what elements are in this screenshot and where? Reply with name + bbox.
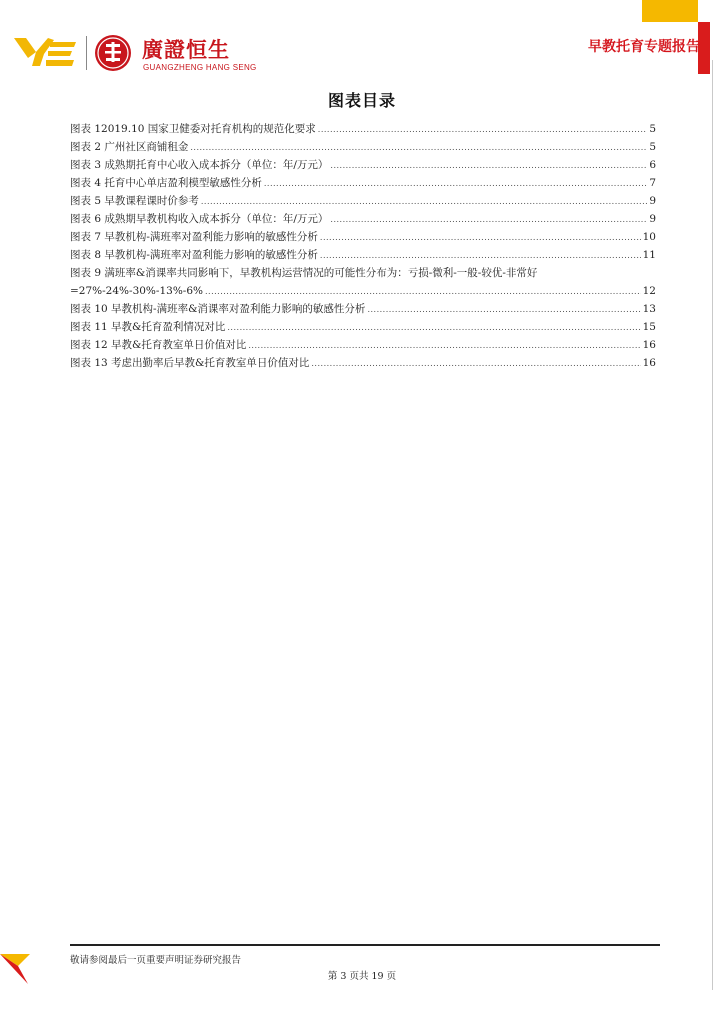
toc-item[interactable] [70,282,656,300]
toc-leader-dots [227,318,640,337]
toc-leader-dots [320,228,641,247]
toc-item[interactable] [70,156,656,174]
corner-arrow-icon [0,948,34,988]
toc-item[interactable] [70,192,656,210]
toc-item[interactable] [70,246,656,264]
toc-item-text: 图表 12 早教&托育教室单日价值对比 [70,339,247,351]
toc-item-text: 图表 7 早教机构-满班率对盈利能力影响的敏感性分析 [70,231,318,243]
toc-item-text: 图表 5 早教课程课时价参考 [70,195,199,207]
corner-yellow-block [642,0,698,22]
toc-item-text: 图表 12019.10 国家卫健委对托育机构的规范化要求 [70,123,316,135]
toc-item-text: 图表 13 考虑出勤率后早教&托育教室单日价值对比 [70,357,310,369]
toc-item[interactable] [70,228,656,246]
toc-item-text: 图表 2 广州社区商铺租金 [70,141,189,153]
ye-logo-icon [14,36,76,72]
logo-divider [86,36,87,70]
toc-leader-dots [248,336,640,355]
toc-leader-dots [264,174,647,193]
toc-leader-dots [201,192,647,211]
toc-item-page: 15 [642,321,656,333]
toc-leader-dots [318,120,648,139]
toc-item-page: 16 [642,357,656,369]
toc-item-page: 9 [649,195,656,207]
toc-item-text: 图表 6 成熟期早教机构收入成本拆分（单位：年/万元） [70,213,329,225]
report-type-label: 早教托育专题报告 [588,39,700,55]
toc-leader-dots [367,300,640,319]
toc-item[interactable] [70,318,656,336]
footer-page-number: 第 3 页共 19 页 [327,971,397,982]
toc-item-text: 图表 8 早教机构-满班率对盈利能力影响的敏感性分析 [70,249,318,261]
toc-item-page: 5 [649,141,656,153]
toc-item-page: 10 [642,231,656,243]
toc-item-page: 6 [649,159,656,171]
toc-item-page: 12 [642,285,656,297]
seal-logo-icon [94,34,132,72]
toc-item-page: 13 [642,303,656,315]
right-margin-rule [712,60,713,990]
toc-leader-dots [320,246,641,265]
toc-item-first-line[interactable] [70,264,656,282]
toc-item-page: 9 [649,213,656,225]
toc-item[interactable] [70,138,656,156]
toc-item[interactable] [70,174,656,192]
logo-english-name: GUANGZHENG HANG SENG [143,63,257,72]
toc-item-page: 5 [649,123,656,135]
toc-item-text: 图表 11 早教&托育盈利情况对比 [70,321,226,333]
toc-leader-dots [205,282,641,301]
toc-item-page: 11 [642,249,656,261]
footer-disclaimer: 敬请参阅最后一页重要声明证券研究报告 [70,955,242,966]
footer-rule [70,944,660,946]
toc-leader-dots [330,156,647,175]
toc-item[interactable] [70,336,656,354]
toc-item-page: 16 [642,339,656,351]
toc-item[interactable] [70,300,656,318]
toc-item-page: 7 [649,177,656,189]
toc-list [70,120,656,372]
toc-item[interactable] [70,120,656,138]
toc-leader-dots [311,354,640,373]
toc-item[interactable] [70,210,656,228]
company-logo [14,30,257,80]
toc-leader-dots [190,138,647,157]
toc-item-continuation: =27%-24%-30%-13%-6% [70,285,203,297]
toc-item-text: 图表 9 满班率&消课率共同影响下，早教机构运营情况的可能性分布为：亏损-微利-一般-较优-非常好 [70,267,538,279]
toc-item-text: 图表 10 早教机构-满班率&消课率对盈利能力影响的敏感性分析 [70,303,366,315]
logo-chinese-name: 廣證恒生 [142,38,230,62]
toc-item-text: 图表 4 托育中心单店盈利模型敏感性分析 [70,177,262,189]
toc-title: 图表目录 [327,91,396,110]
toc-item-text: 图表 3 成熟期托育中心收入成本拆分（单位：年/万元） [70,159,329,171]
toc-leader-dots [330,210,647,229]
toc-item[interactable] [70,354,656,372]
